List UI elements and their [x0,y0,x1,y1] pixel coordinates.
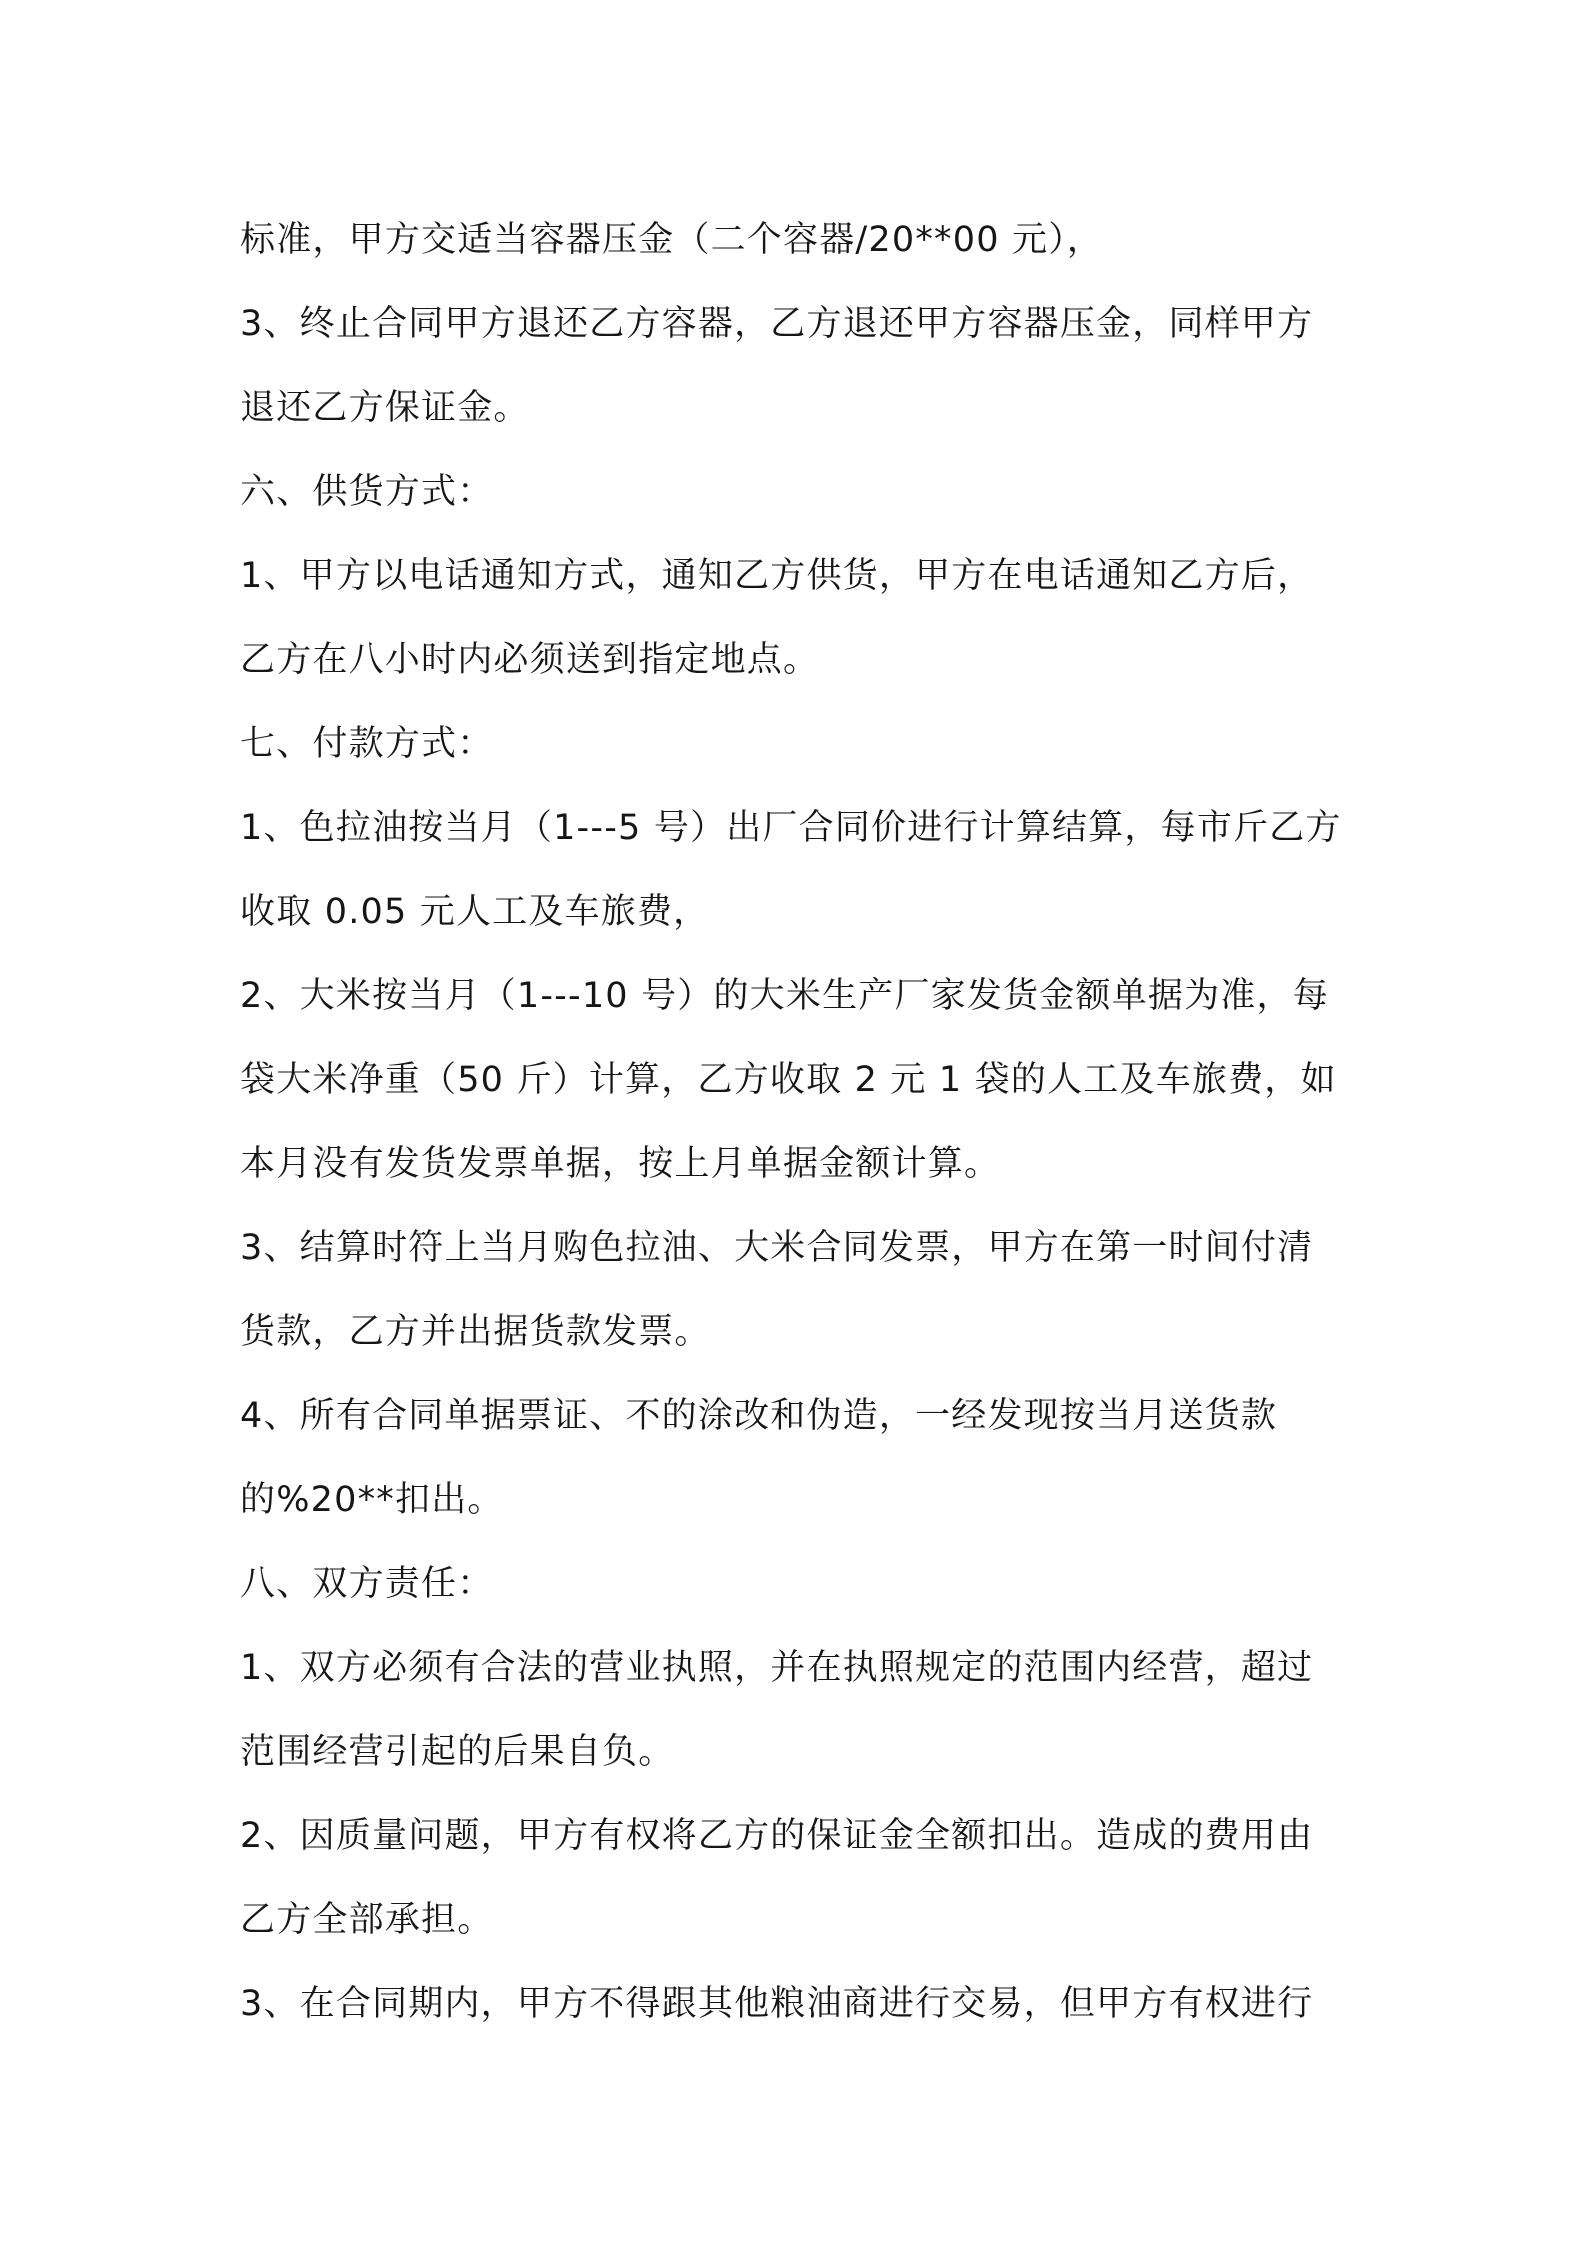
text-line: 退还乙方保证金。 [240,388,530,428]
text-line: 3、终止合同甲方退还乙方容器，乙方退还甲方容器压金，同样甲方 [240,304,1314,344]
text-line: 3、结算时符上当月购色拉油、大米合同发票，甲方在第一时间付清 [240,1228,1314,1268]
text-line: 乙方全部承担。 [240,1900,494,1940]
section-heading: 八、双方责任： [240,1564,494,1604]
text-line: 1、甲方以电话通知方式，通知乙方供货，甲方在电话通知乙方后， [240,556,1314,596]
text-line: 的%20**扣出。 [240,1480,504,1520]
document-body [240,198,1360,2046]
text-line: 范围经营引起的后果自负。 [240,1732,675,1772]
text-line: 本月没有发货发票单据，按上月单据金额计算。 [240,1144,1001,1184]
text-line: 1、双方必须有合法的营业执照，并在执照规定的范围内经营，超过 [240,1648,1314,1688]
text-line: 乙方在八小时内必须送到指定地点。 [240,640,820,680]
text-line: 3、在合同期内，甲方不得跟其他粮油商进行交易，但甲方有权进行 [240,1984,1314,2024]
text-line: 货款，乙方并出据货款发票。 [240,1312,711,1352]
section-heading: 七、付款方式： [240,724,494,764]
text-line: 4、所有合同单据票证、不的涂改和伪造，一经发现按当月送货款 [240,1396,1278,1436]
text-line: 收取 0.05 元人工及车旅费， [240,892,710,932]
text-line: 标准，甲方交适当容器压金（二个容器/20**00 元）， [240,220,1104,260]
text-line: 1、色拉油按当月（1---5 号）出厂合同价进行计算结算，每市斤乙方 [240,808,1342,848]
text-line: 2、大米按当月（1---10 号）的大米生产厂家发货金额单据为准，每 [240,976,1329,1016]
section-heading: 六、供货方式： [240,472,494,512]
text-line: 袋大米净重（50 斤）计算，乙方收取 2 元 1 袋的人工及车旅费，如 [240,1060,1337,1100]
text-line: 2、因质量问题，甲方有权将乙方的保证金全额扣出。造成的费用由 [240,1816,1314,1856]
